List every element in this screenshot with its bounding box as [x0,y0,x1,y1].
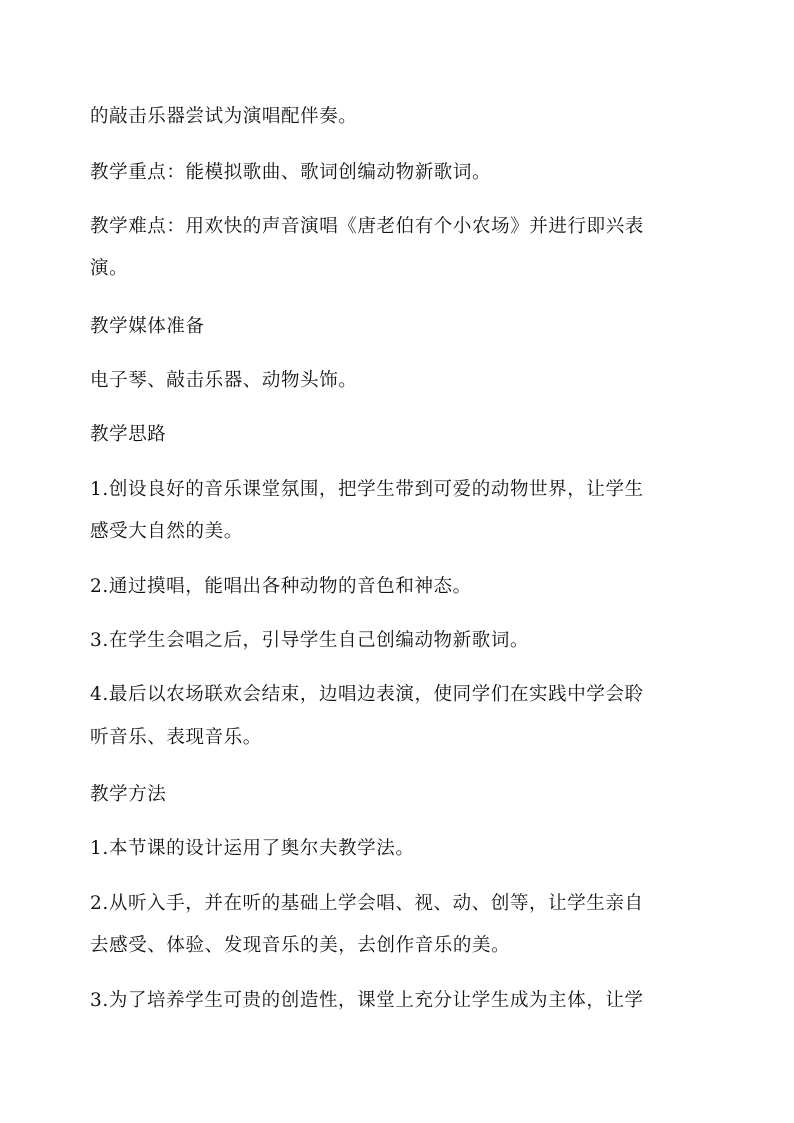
text-line: 听音乐、表现音乐。 [90,727,262,748]
section-heading: 教学媒体准备 [90,316,205,337]
text-line: 去感受、体验、发现音乐的美，去创作音乐的美。 [90,935,511,956]
text-line: 教学难点：用欢快的声音演唱《唐老伯有个小农场》并进行即兴表 [90,216,644,237]
text-line: 演。 [90,258,129,279]
text-line: 感受大自然的美。 [90,521,243,542]
text-line: 3.在学生会唱之后，引导学生自己创编动物新歌词。 [90,630,530,651]
text-line: 的敲击乐器尝试为演唱配伴奏。 [90,106,358,127]
text-line: 1.本节课的设计运用了奥尔夫教学法。 [90,838,415,859]
section-heading: 教学方法 [90,784,167,805]
text-line: 电子琴、敲击乐器、动物头饰。 [90,370,358,391]
text-line: 4.最后以农场联欢会结束，边唱边表演，使同学们在实践中学会聆 [90,684,644,705]
text-line: 2.通过摸唱，能唱出各种动物的音色和神态。 [90,576,472,597]
section-heading: 教学思路 [90,424,167,445]
text-line: 2.从听入手，并在听的基础上学会唱、视、动、创等，让学生亲自 [90,893,644,914]
text-line: 教学重点：能模拟歌曲、歌词创编动物新歌词。 [90,162,492,183]
text-line: 1.创设良好的音乐课堂氛围，把学生带到可爱的动物世界，让学生 [90,479,644,500]
text-line: 3.为了培养学生可贵的创造性，课堂上充分让学生成为主体，让学 [90,990,644,1011]
